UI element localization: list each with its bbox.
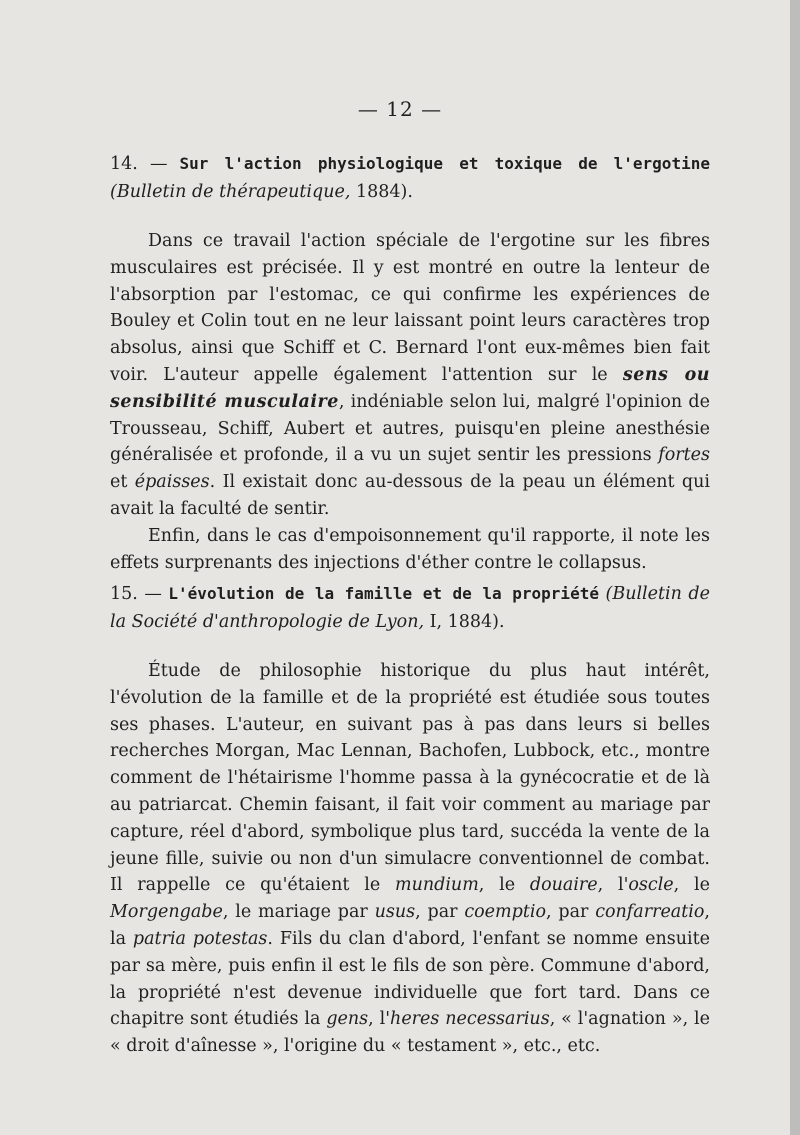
text-run: , la xyxy=(110,902,710,949)
text-run: Dans ce travail l'action spéciale de l'ergotine sur les fibres musculaires est précisée. Il y est montré en outre la lenteur de l'absorption par l'estomac, ce qui confirme les expériences de Bouley et Colin tout en ne leur laissant point leurs caractères trop absolus, ainsi que Schiff et C. Bernard l'ont eux-mêmes bien fait voir. L'auteur appelle également l'attention sur le xyxy=(110,231,710,385)
paragraph xyxy=(110,228,710,523)
text-run: Étude de philosophie historique du plus haut intérêt, l'évolution de la famille et de la propriété est étudiée sous toutes ses phases. L'auteur, en suivant pas à pas dans leurs si belles recherches Morgan, Mac Lennan, Bachofen, Lubbock, etc., montre comment de l'hétairisme l'homme passa à la gynécocratie et de là au patriarcat. Chemin faisant, il fait voir comment au mariage par capture, réel d'abord, symbolique plus tard, succéda la vente de la jeune fille, suivie ou non d'un simulacre conventionnel de combat. Il rappelle ce qu'étaient le xyxy=(110,661,710,896)
text-run: , « l'agnation », le « droit d'aînesse », l'origine du « testament », etc., etc. xyxy=(110,1009,710,1057)
text-run: , le xyxy=(673,875,710,896)
entry-title: Sur l'action physiologique et toxique de l'ergotine xyxy=(179,154,710,173)
italic-term: mundium xyxy=(394,875,479,896)
italic-term: coemptio xyxy=(464,902,546,923)
text-run: . Fils du clan d'abord, l'enfant se nomme ensuite par sa mère, puis enfin il est le fils de son père. Commune d'abord, la propriété n'est devenue individuelle que fort tard. Dans ce chapitre sont étudiés la xyxy=(110,928,711,1030)
italic-term: oscle xyxy=(628,875,674,896)
text-run: , le mariage par xyxy=(222,902,375,923)
text-run: , l' xyxy=(368,1009,391,1030)
page-gutter xyxy=(790,0,800,1135)
text-run: , par xyxy=(546,902,596,923)
italic-term: usus xyxy=(374,902,416,923)
entry-number: 14. xyxy=(110,154,138,174)
italic-term: sens ou sensibilité musculaire xyxy=(110,364,710,412)
entry-dash: — xyxy=(144,584,162,604)
entry-heading xyxy=(110,150,710,206)
italic-term: patria potestas xyxy=(132,928,268,949)
italic-term: confarreatio xyxy=(595,902,705,923)
entry-14 xyxy=(110,150,710,576)
italic-term: heres necessarius xyxy=(390,1009,550,1030)
italic-term: Morgengabe xyxy=(110,902,223,923)
italic-term: épaisses xyxy=(134,472,210,493)
text-run: et xyxy=(110,472,135,493)
paragraph xyxy=(110,523,710,577)
paragraph xyxy=(110,658,710,1060)
italic-term: douaire xyxy=(529,875,598,896)
text-run: . Il existait donc au-dessous de la peau un élément qui avait la faculté de sentir. xyxy=(110,472,710,519)
text-run: , indéniable selon lui, malgré l'opinion de Trousseau, Schiff, Aubert et autres, puisqu'en pleine anesthésie généralisée et profonde, il a vu un sujet sentir les pressions xyxy=(110,391,710,466)
entry-source: (Bulletin de la Société d'anthropologie de Lyon, xyxy=(110,584,710,632)
text-run: , l' xyxy=(597,875,629,896)
entry-source-tail: 1884). xyxy=(350,182,413,202)
text-run: Enfin, dans le cas d'empoisonnement qu'il rapporte, il note les effets surprenants des injections d'éther contre le collapsus. xyxy=(110,525,710,573)
page-number: — 12 — xyxy=(357,97,443,121)
text-run: , par xyxy=(415,902,465,923)
entry-15 xyxy=(110,580,710,1060)
entry-title: L'évolution de la famille et de la propriété xyxy=(168,584,599,603)
italic-term: gens xyxy=(326,1009,369,1030)
entry-source: (Bulletin de thérapeutique, xyxy=(110,182,351,202)
entry-source-tail: I, 1884). xyxy=(424,612,505,632)
entry-heading xyxy=(110,580,710,636)
text-run: , le xyxy=(478,875,530,896)
entry-dash: — xyxy=(149,154,168,174)
entry-number: 15. xyxy=(110,584,138,604)
italic-term: fortes xyxy=(658,445,710,466)
